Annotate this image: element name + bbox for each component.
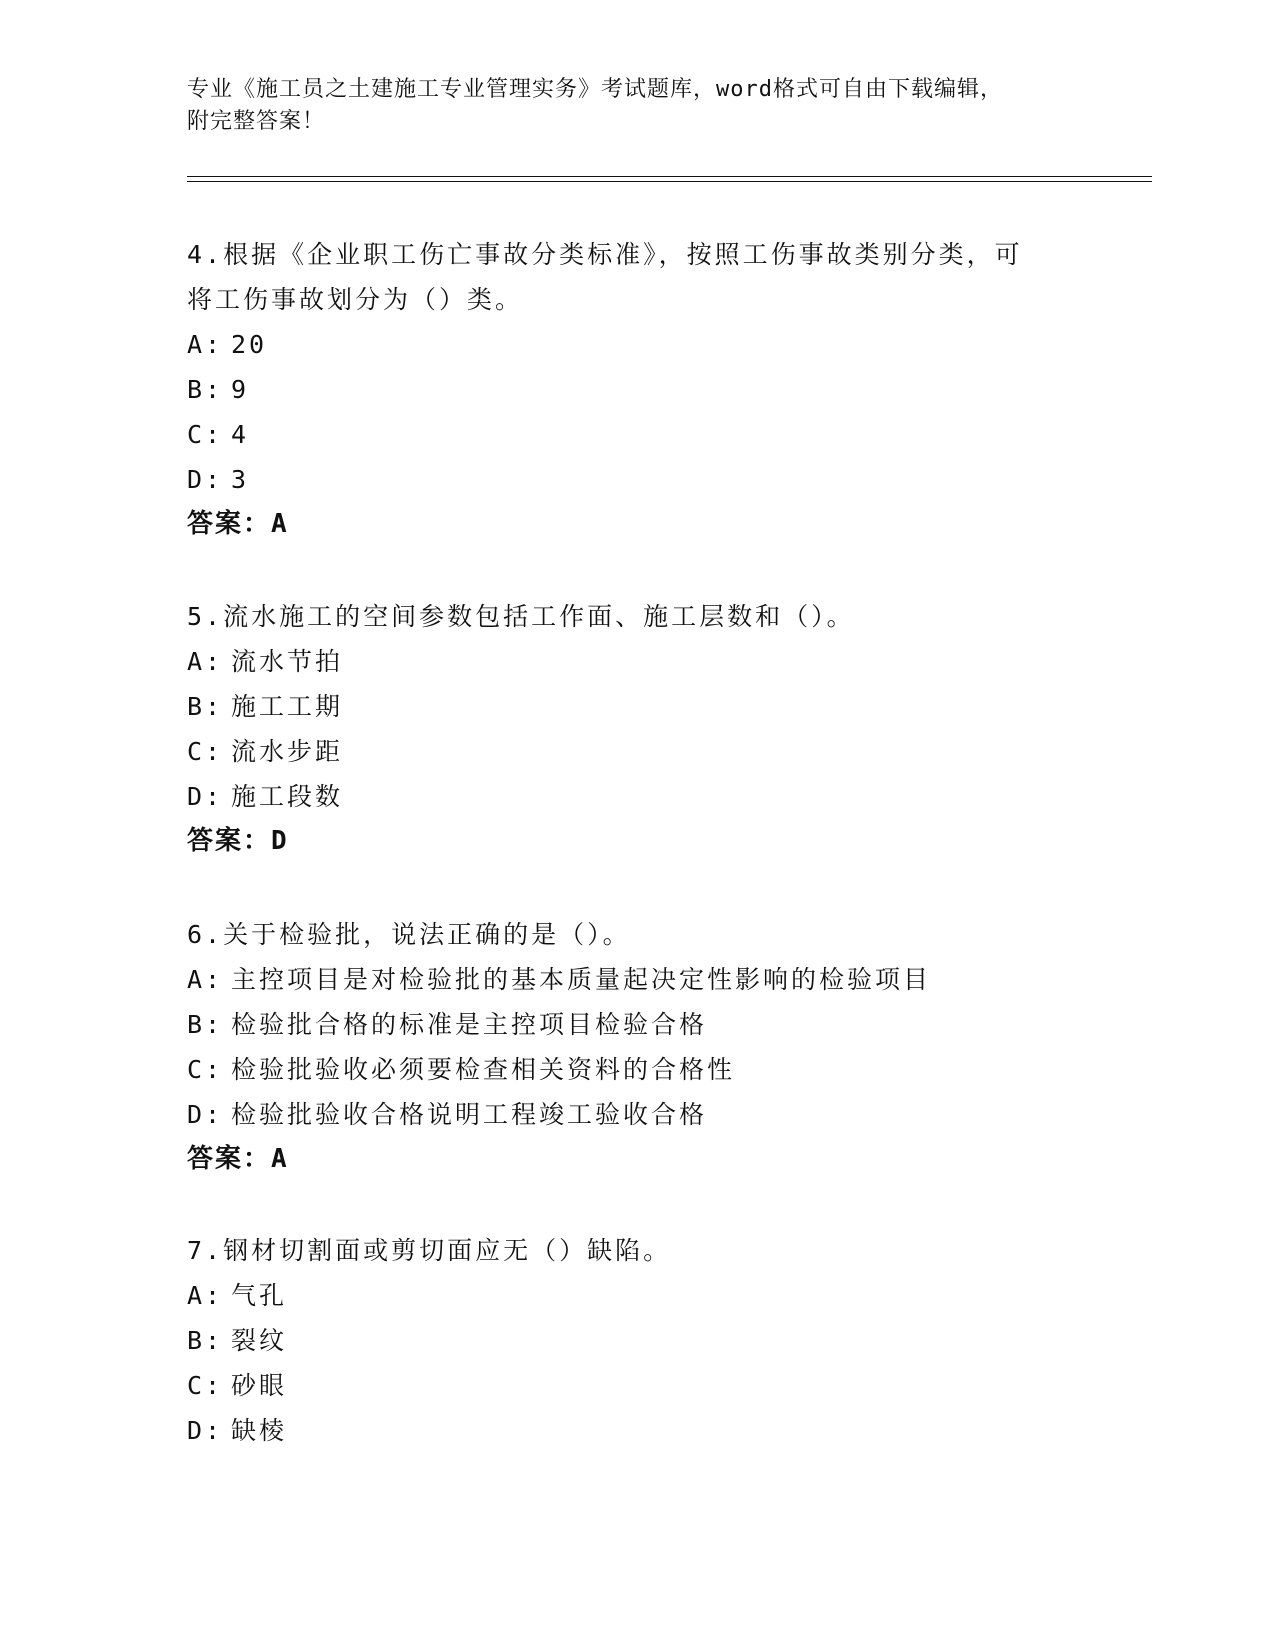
answer <box>187 1137 1087 1182</box>
option-a <box>187 1273 1087 1318</box>
question-stem <box>187 912 1087 957</box>
option-c <box>187 412 1087 457</box>
question-stem <box>187 594 1087 639</box>
option-text: 施工段数 <box>231 782 344 811</box>
option-c <box>187 1047 1087 1092</box>
option-key: D: <box>187 1416 224 1445</box>
option-text: 流水节拍 <box>231 647 344 676</box>
answer-value: D <box>271 826 287 856</box>
option-c <box>187 1363 1087 1408</box>
option-key: C: <box>187 1055 224 1084</box>
question-7 <box>187 1228 1087 1453</box>
option-text: 检验批验收合格说明工程竣工验收合格 <box>231 1100 708 1129</box>
question-stem-line: 4.根据《企业职工伤亡事故分类标准》，按照工伤事故类别分类，可 <box>187 240 1023 269</box>
answer-label: 答案： <box>187 1144 272 1174</box>
option-key: B: <box>187 375 224 404</box>
answer-value: A <box>271 509 287 539</box>
option-d <box>187 1092 1087 1137</box>
option-text: 流水步距 <box>231 737 344 766</box>
answer-label: 答案： <box>187 509 272 539</box>
question-stem-line: 6.关于检验批，说法正确的是（）。 <box>187 920 631 949</box>
option-c <box>187 729 1087 774</box>
question-stem <box>187 232 1087 322</box>
question-stem-line: 7.钢材切割面或剪切面应无（）缺陷。 <box>187 1236 672 1265</box>
option-key: A: <box>187 1281 224 1310</box>
option-key: D: <box>187 1100 224 1129</box>
option-d <box>187 1408 1087 1453</box>
option-key: B: <box>187 1326 224 1355</box>
header-divider-top <box>187 176 1152 177</box>
answer <box>187 502 1087 547</box>
header-line-1: 专业《施工员之土建施工专业管理实务》考试题库，word格式可自由下载编辑， <box>187 77 1003 102</box>
header-line-2: 附完整答案！ <box>187 109 326 134</box>
option-key: C: <box>187 420 224 449</box>
option-text: 砂眼 <box>231 1371 288 1400</box>
option-key: D: <box>187 782 224 811</box>
option-key: A: <box>187 647 224 676</box>
question-4 <box>187 232 1087 547</box>
question-6 <box>187 912 1087 1182</box>
header-divider-bottom <box>187 181 1152 182</box>
option-b <box>187 684 1087 729</box>
option-text: 20 <box>231 330 268 359</box>
option-text: 检验批合格的标准是主控项目检验合格 <box>231 1010 708 1039</box>
option-key: D: <box>187 465 224 494</box>
option-key: A: <box>187 330 224 359</box>
option-key: A: <box>187 965 224 994</box>
option-text: 主控项目是对检验批的基本质量起决定性影响的检验项目 <box>231 965 932 994</box>
option-a <box>187 957 1087 1002</box>
answer-value: A <box>271 1144 287 1174</box>
option-text: 裂纹 <box>231 1326 288 1355</box>
option-b <box>187 367 1087 412</box>
option-key: C: <box>187 1371 224 1400</box>
option-a <box>187 322 1087 367</box>
option-key: B: <box>187 692 224 721</box>
option-d <box>187 457 1087 502</box>
option-key: B: <box>187 1010 224 1039</box>
option-b <box>187 1002 1087 1047</box>
option-d <box>187 774 1087 819</box>
option-text: 4 <box>231 420 250 449</box>
question-stem <box>187 1228 1087 1273</box>
option-text: 3 <box>231 465 250 494</box>
question-stem-line: 5.流水施工的空间参数包括工作面、施工层数和（）。 <box>187 602 855 631</box>
option-text: 缺棱 <box>231 1416 288 1445</box>
option-text: 9 <box>231 375 250 404</box>
answer <box>187 819 1087 864</box>
option-key: C: <box>187 737 224 766</box>
question-5 <box>187 594 1087 864</box>
option-text: 气孔 <box>231 1281 288 1310</box>
option-text: 施工工期 <box>231 692 344 721</box>
option-a <box>187 639 1087 684</box>
option-text: 检验批验收必须要检查相关资料的合格性 <box>231 1055 736 1084</box>
document-header <box>187 74 1087 138</box>
question-stem-line: 将工伤事故划分为（）类。 <box>187 285 524 314</box>
option-b <box>187 1318 1087 1363</box>
answer-label: 答案： <box>187 826 272 856</box>
